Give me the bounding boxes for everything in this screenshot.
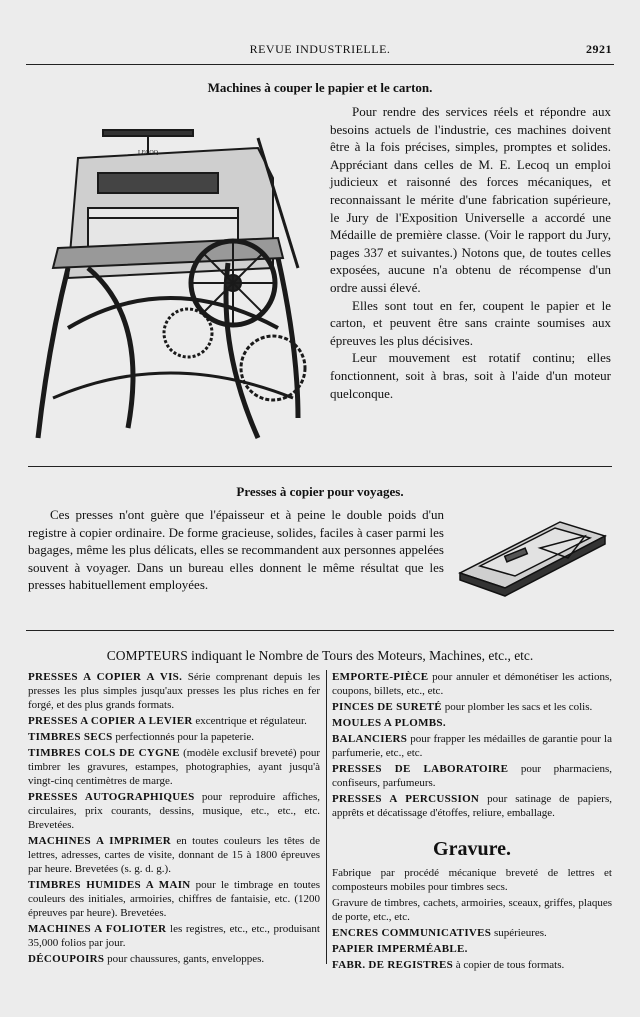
product-item: PRESSES A COPIER A VIS. Série comprenant depuis les presses les plus simples jusqu'aux presses les plus riches en fer forgé, et des plus grands formats. [28, 671, 320, 711]
section-title-presses: Presses à copier pour voyages. [236, 484, 404, 499]
product-item: PRESSES A PERCUSSION pour satinage de papiers, apprêts et décatissage d'étoffes, reliure, emballage. [332, 793, 612, 819]
gravure-list [332, 866, 612, 974]
gravure-item: Gravure de timbres, cachets, armoiries, sceaux, griffes, plaques de porte, etc., etc. [332, 897, 612, 923]
paper-cutting-machine-illustration [28, 118, 318, 448]
gravure-item: PAPIER IMPERMÉABLE. [332, 943, 468, 955]
section-divider [28, 466, 612, 467]
header-rule [26, 64, 614, 65]
product-item: PRESSES A COPIER A LEVIER excentrique et régulateur. [28, 715, 307, 727]
product-item: MACHINES A FOLIOTER les registres, etc., etc., produisant 35,000 folios par jour. [28, 923, 320, 949]
gravure-item: ENCRES COMMUNICATIVES supérieures. [332, 927, 547, 939]
machine-nameplate: LECOQ [138, 150, 158, 156]
gravure-heading: Gravure. [433, 838, 511, 860]
product-item: PINCES DE SURETÉ pour plomber les sacs et les colis. [332, 701, 593, 713]
section-divider-2 [26, 630, 614, 631]
section-title-machines: Machines à couper le papier et le carton. [207, 80, 433, 95]
machines-paragraph-1: Pour rendre des services réels et répondre aux besoins actuels de l'industrie, ces machines doivent être à la fois précises, simples, promptes et solides. Appréciant dans celles de M. E. Lecoq un emploi judicieux et raisonné des forces mécaniques, et reconnaissant le mérite d'une fabrication supérieure, le Jury de l'Exposition Universelle a accordé une Médaille de première classe. (Voir le rapport du Jury, pages 337 et suivantes.) Notons que, de toutes celles exposées, aucune n'a obtenu de récompense d'un ordre aussi élevé. [330, 104, 611, 295]
product-item: PRESSES DE LABORATOIRE pour pharmaciens, confiseurs, parfumeurs. [332, 763, 613, 789]
presses-paragraph: Ces presses n'ont guère que l'épaisseur et à peine le double poids d'un registre à copier ordinaire. De forme gracieuse, solides, faciles à caser parmi les bagages, même les plus délicats, elles se recommandent aux personnes appelées souvent à voyager. Dans un bureau elles donnent le même résultat que les presses habituellement employées. [28, 507, 444, 593]
travel-copying-press-illustration [450, 518, 610, 598]
column-divider [326, 670, 327, 964]
machines-paragraph-3: Leur mouvement est rotatif continu; elles fonctionnent, soit à bras, soit à l'aide d'un moteur quelconque. [330, 350, 611, 401]
running-header [28, 42, 612, 58]
journal-title: REVUE INDUSTRIELLE. [249, 42, 391, 56]
product-item: PRESSES AUTOGRAPHIQUES pour reproduire affiches, circulaires, prix courants, dessins, musique, etc., etc., etc. Brevetées. [28, 791, 320, 831]
product-item: TIMBRES SECS perfectionnés pour la papeterie. [28, 731, 255, 743]
gravure-item: FABR. DE REGISTRES à copier de tous formats. [332, 959, 565, 971]
product-item: DÉCOUPOIRS pour chaussures, gants, enveloppes. [28, 953, 265, 965]
product-item: MACHINES A IMPRIMER en toutes couleurs les têtes de lettres, adresses, cartes de visite, donnant de 15 à 1800 épreuves par heure. Brevetées (s. g. d. g.). [28, 835, 320, 875]
product-item: EMPORTE-PIÈCE pour annuler et démonétiser les actions, coupons, billets, etc., etc. [332, 671, 612, 697]
compteurs-heading: COMPTEURS indiquant le Nombre de Tours des Moteurs, Machines, etc., etc. [106, 648, 534, 663]
machines-text [330, 103, 611, 402]
product-item: MOULES A PLOMBS. [332, 717, 446, 729]
presses-text [28, 506, 444, 594]
product-item: TIMBRES COLS DE CYGNE (modèle exclusif breveté) pour timbrer les gravures, estampes, photographies, ayant jusqu'à vingt-cinq centimètres de marge. [28, 747, 320, 787]
page-number: 2921 [586, 42, 612, 56]
products-right-column [332, 670, 612, 822]
products-left-column [28, 670, 320, 968]
gravure-item: Fabrique par procédé mécanique breveté de lettres et composteurs mobiles pour timbres secs. [332, 867, 612, 893]
machines-paragraph-2: Elles sont tout en fer, coupent le papier et le carton, et peuvent être sans crainte soumises aux épreuves les plus décisives. [330, 297, 611, 348]
product-item: BALANCIERS pour frapper les médailles de garantie pour la parfumerie, etc., etc. [332, 733, 612, 759]
product-item: TIMBRES HUMIDES A MAIN pour le timbrage en toutes couleurs des initiales, armoiries, chiffres de fantaisie, etc. (1200 épreuves par heure). Brevetées. [28, 879, 320, 919]
